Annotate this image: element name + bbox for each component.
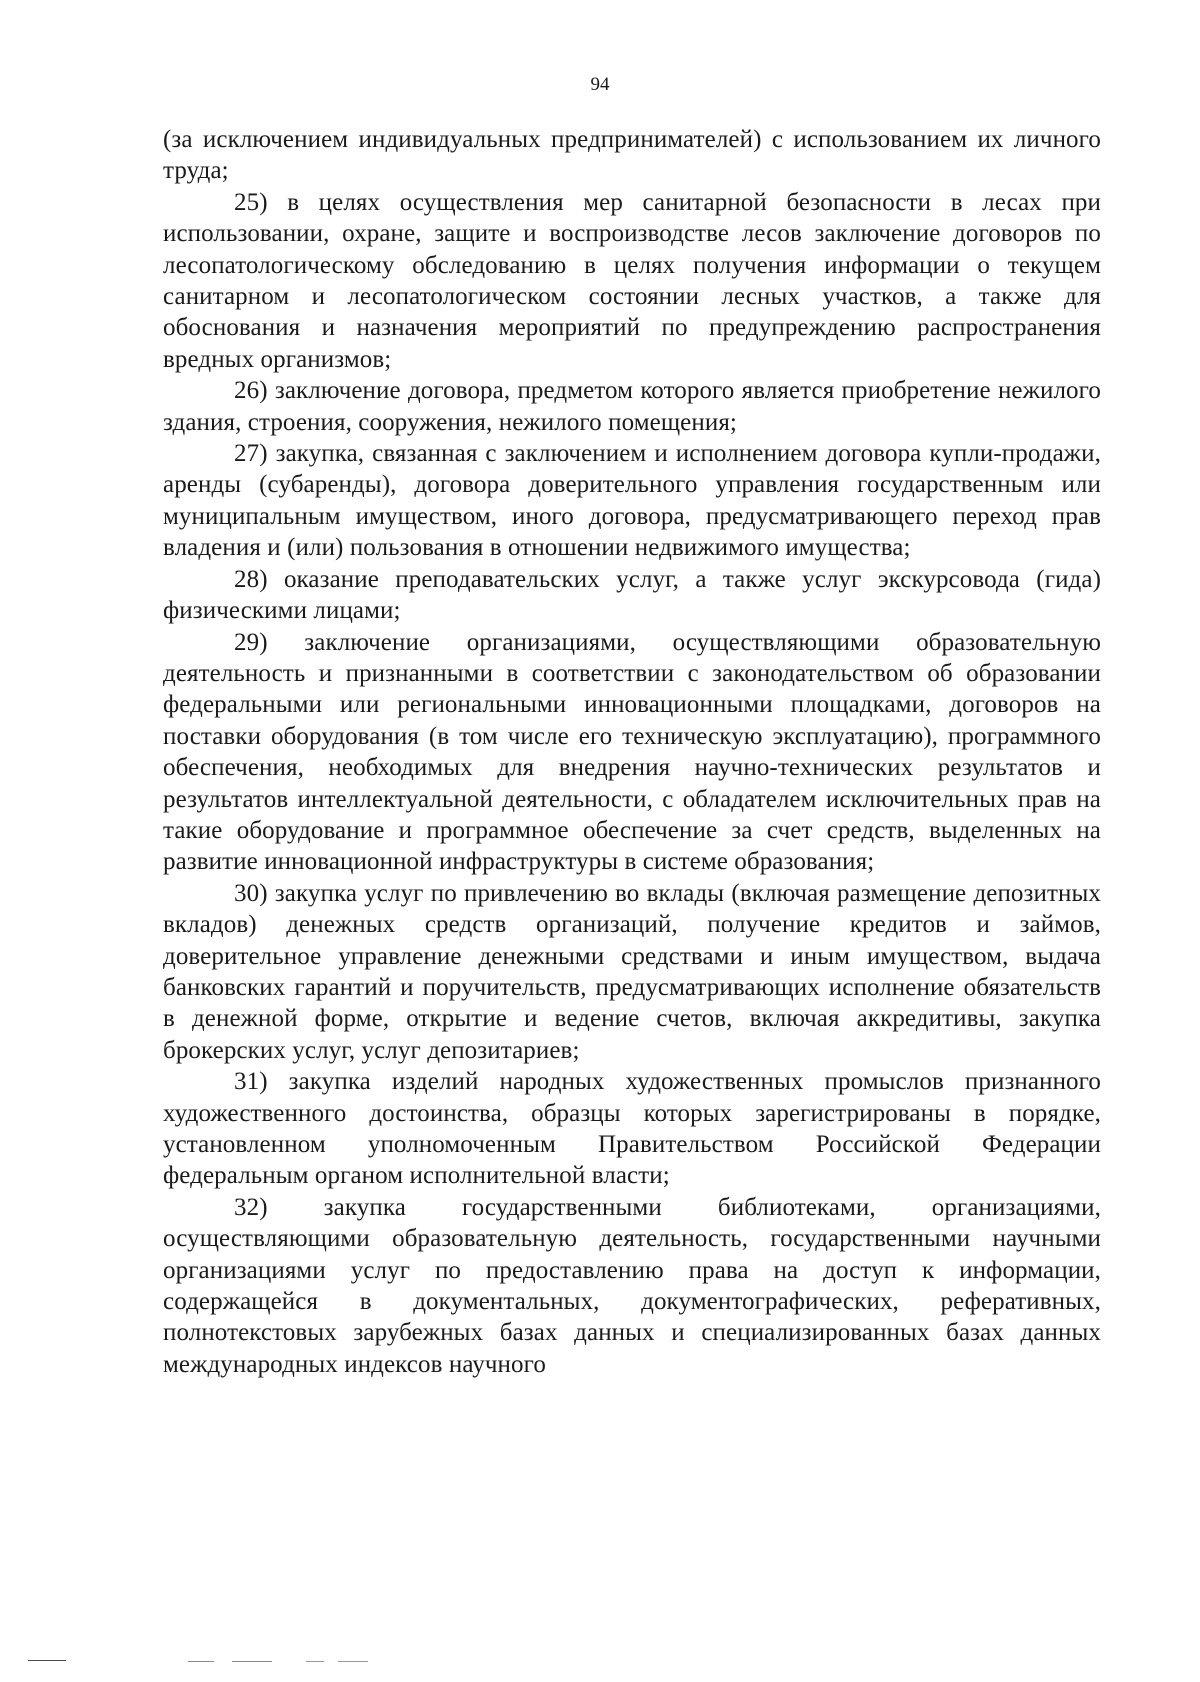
- scan-artifact-line: [188, 1661, 214, 1662]
- scan-artifact-line: [28, 1660, 66, 1661]
- paragraph-continuation: (за исключением индивидуальных предпринимателей) с использованием их личного труда;: [163, 126, 1101, 185]
- paragraph-item-28: 28) оказание преподавательских услуг, а также услуг экскурсовода (гида) физическими лицами;: [163, 565, 1101, 625]
- scan-artifact-line: [338, 1661, 368, 1662]
- scan-artifact-line: [232, 1661, 272, 1662]
- paragraph-item-29: 29) заключение организациями, осуществляющими образовательную деятельность и признанными в соответствии с законодательством об образовании федеральными или региональными инновационными площадками, договоров на поставки оборудования (в том числе его техническую эксплуатацию), программного обеспечения, необходимых для внедрения научно-технических результатов и результатов интеллектуальной деятельности, с обладателем исключительных прав на такие оборудование и программное обеспечение за счет средств, выделенных на развитие инновационной инфраструктуры в системе образования;: [163, 628, 1101, 876]
- page-number: 94: [590, 74, 610, 95]
- paragraph-item-32: 32) закупка государственными библиотеками, организациями, осуществляющими образовательную деятельность, государственными научными организациями услуг по предоставлению права на доступ к информации, содержащейся в документальных, документографических, реферативных, полнотекстовых зарубежных базах данных и специализированных базах данных международных индексов научного: [163, 1193, 1101, 1378]
- scan-artifact-line: [306, 1661, 324, 1662]
- paragraph-item-25: 25) в целях осуществления мер санитарной безопасности в лесах при использовании, охране, защите и воспроизводстве лесов заключение договоров по лесопатологическому обследованию в целях получения информации о текущем санитарном и лесопатологическом состоянии лесных участков, а также для обоснования и назначения мероприятий по предупреждению распространения вредных организмов;: [163, 188, 1101, 373]
- paragraph-item-26: 26) заключение договора, предметом которого является приобретение нежилого здания, строения, сооружения, нежилого помещения;: [163, 377, 1101, 436]
- paragraph-item-27: 27) закупка, связанная с заключением и исполнением договора купли-продажи, аренды (субаренды), договора доверительного управления государственным или муниципальным имуществом, иного договора, предусматривающего переход прав владения и (или) пользования в отношении недвижимого имущества;: [163, 440, 1101, 562]
- paragraph-item-30: 30) закупка услуг по привлечению во вклады (включая размещение депозитных вкладов) денежных средств организаций, получение кредитов и займов, доверительное управление денежными средствами и иным имуществом, выдача банковских гарантий и поручительств, предусматривающих исполнение обязательств в денежной форме, открытие и ведение счетов, включая аккредитивы, закупка брокерских услуг, услуг депозитариев;: [163, 879, 1101, 1064]
- paragraph-item-31: 31) закупка изделий народных художественных промыслов признанного художественного достоинства, образцы которых зарегистрированы в порядке, установленном уполномоченным Правительством Российской Федерации федеральным органом исполнительной власти;: [163, 1068, 1101, 1190]
- document-body: [163, 124, 1101, 1380]
